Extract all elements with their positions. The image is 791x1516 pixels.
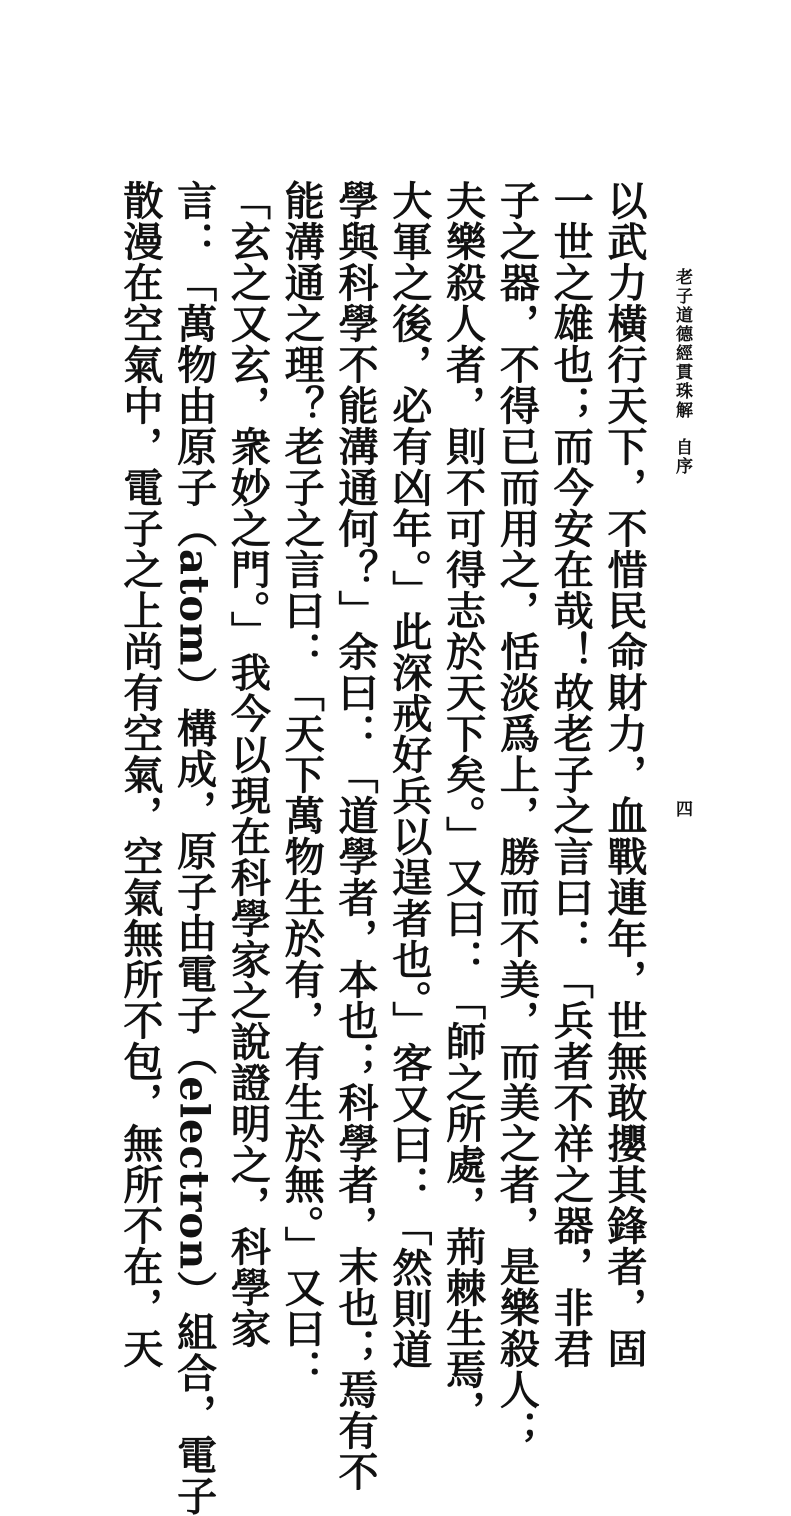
- text-column: 言：「萬物由原子（atom）構成，原子由電子（electron）組合，電子: [170, 180, 218, 1516]
- text-column: 以武力橫行天下，不惜民命財力，血戰連年，世無敢攖其鋒者，固: [601, 180, 648, 1369]
- text-column: 夫樂殺人者，則不可得志於天下矣。」又曰：「師之所處，荊棘生焉，: [439, 180, 487, 1431]
- text-column: 子之器，不得已而用之，恬淡爲上，勝而不美，而美之者，是樂殺人；: [493, 180, 541, 1451]
- running-header-section: 自序: [672, 438, 692, 476]
- text-column: 「玄之又玄，衆妙之門。」我今以現在科學家之說證明之，科學家: [224, 180, 272, 1349]
- body-text: [113, 180, 651, 1516]
- text-column: 大軍之後，必有凶年。」此深戒好兵以逞者也。」客又曰：「然則道: [385, 180, 433, 1370]
- text-column: 能溝通之理？老子之言曰：「天下萬物生於有，有生於無。」又曰：: [278, 180, 326, 1390]
- text-column: 學與科學不能溝通何？」余曰：「道學者，本也；科學者，末也；焉有不: [332, 180, 380, 1492]
- text-column: 一世之雄也；而今安在哉！故老子之言曰：「兵者不祥之器，非君: [547, 180, 595, 1369]
- text-column: 散漫在空氣中，電子之上尚有空氣，空氣無所不包，無所不在，天: [116, 180, 164, 1369]
- page-number: 四: [672, 800, 692, 819]
- running-header-title: 老子道德經貫珠解: [672, 268, 692, 420]
